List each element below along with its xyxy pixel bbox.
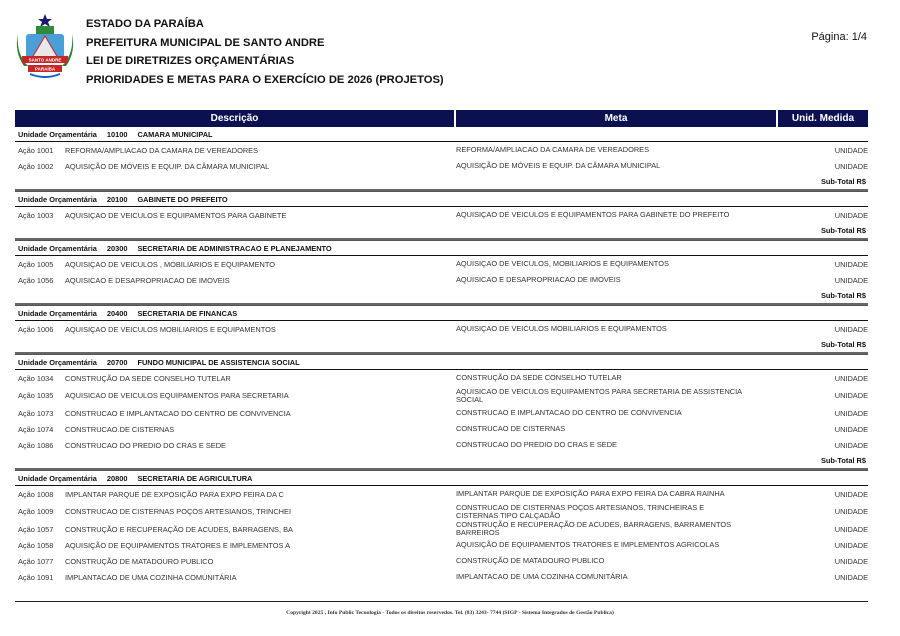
table-row [15,370,868,386]
table-row [15,386,868,405]
action-description: AQUISIÇÃO DE EQUIPAMENTOS TRATORES E IMPLEMENTOS A [65,540,291,550]
unit-name: SECRETARIA DE AGRICULTURA [137,473,253,483]
page-number: Página: 1/4 [811,31,867,43]
action-unit: UNIDADE [834,373,868,383]
action-code: Ação 1073 [18,408,54,418]
unit-name: GABINETE DO PREFEITO [137,194,228,204]
unit-code: 20300 [106,243,128,253]
unit-name: SECRETARIA DE FINANCAS [137,308,238,318]
action-code: Ação 1001 [18,145,54,155]
action-description: CONSTRUCAO E IMPLANTACAO DO CENTRO DE CONVIVENCIA [65,408,291,418]
action-unit: UNIDADE [834,440,868,450]
action-description: CONSTRUCAO DO PREDIO DO CRAS E SEDE [65,440,226,450]
priorities-table [15,110,868,585]
action-unit: UNIDADE [834,507,868,516]
action-unit: UNIDADE [834,391,868,400]
report-header [86,15,444,89]
subtotal-label: Sub-Total R$ [15,337,868,354]
action-meta: CONSTRUÇÃO DE MATADOURO PUBLICO [456,556,605,565]
action-description: IMPLANTACAO DE UMA COZINHA COMUNITÁRIA [65,572,237,582]
unit-header-row [15,470,868,486]
unit-label: Unidade Orçamentária [18,357,97,367]
municipal-coat-of-arms-logo [14,14,76,78]
action-description: AQUISIÇÃO DE MÓVEIS E EQUIP. DA CÂMARA MUNICIPAL [65,161,270,171]
state-name: ESTADO DA PARAÍBA [86,18,204,30]
action-unit: UNIDADE [834,556,868,566]
law-name: LEI DE DIRETRIZES ORÇAMENTÁRIAS [86,55,295,67]
action-description: AQUISIÇAO DE VEICULOS , MOBILIARIOS E EQUIPAMENTO [65,259,275,269]
unit-header-row [15,305,868,321]
table-row [15,537,868,553]
action-description-cell [15,260,456,269]
unit-name: SECRETARIA DE ADMINISTRACAO E PLANEJAMENTO [137,243,332,253]
action-code: Ação 1009 [18,507,54,516]
action-meta: REFORMA/AMPLIACAO DA CAMARA DE VEREADORES [456,145,650,154]
action-meta: CONSTRUCAO DE CISTERNAS POÇOS ARTESIANOS, TRINCHEIRAS E CISTERNAS TIPO CALÇADÃO [456,502,705,520]
action-code: Ação 1035 [18,391,54,400]
action-description-cell [15,146,456,155]
unit-code: 20700 [106,357,128,367]
column-header-meta: Meta [456,110,778,127]
unit-code: 10100 [106,129,128,139]
table-body [15,127,868,585]
footer-divider [15,601,868,602]
action-code: Ação 1086 [18,440,54,450]
action-unit: UNIDADE [834,572,868,582]
table-row [15,158,868,174]
unit-header-row [15,354,868,370]
action-code: Ação 1057 [18,524,54,534]
action-code: Ação 1008 [18,489,54,499]
action-code: Ação 1005 [18,259,54,269]
table-row [15,142,868,158]
action-meta: AQUISIÇÃO DE EQUIPAMENTOS TRATORES E IMPLEMENTOS AGRICOLAS [456,540,720,549]
action-description-cell [15,409,456,418]
subtotal-label: Sub-Total R$ [15,288,868,305]
municipality-name: PREFEITURA MUNICIPAL DE SANTO ANDRE [86,36,325,49]
unit-code: 20800 [106,473,128,483]
action-description-cell [15,425,456,434]
action-unit: UNIDADE [834,210,868,220]
unit-header-row [15,240,868,256]
action-meta: AQUISIÇAO DE VEICULOS, MOBILIARIOS E EQUIPAMENTOS [456,259,669,268]
action-unit: UNIDADE [834,275,868,285]
action-unit: UNIDADE [834,424,868,434]
action-meta: IMPLANTACAO DE UMA COZINHA COMUNITÁRIA [456,572,628,581]
action-code: Ação 1056 [18,275,54,285]
column-header-descricao: Descrição [15,110,456,127]
unit-label: Unidade Orçamentária [18,473,97,483]
action-unit: UNIDADE [834,524,868,534]
action-description: CONSTRUÇÃO DA SEDE CONSELHO TUTELAR [65,373,231,383]
action-unit: UNIDADE [834,161,868,171]
action-meta: CONSTRUCAO DE CISTERNAS [456,424,566,433]
subtotal-label: Sub-Total R$ [15,223,868,240]
action-description-cell [15,441,456,450]
copyright-text: Copyright 2025 , Info Public Tecnologia - Todos os direitos reservedos. Tel. (83) 3243- 7744 (SIGP - Sistema Integrados de Gestão Publica) [286,610,614,616]
action-description: CONSTRUCAO.DE CISTERNAS [65,424,175,434]
action-description-cell [15,391,456,400]
unit-header-row [15,127,868,142]
table-row [15,486,868,502]
action-meta: AQUISICAO E DESAPROPRIACAO DE IMOVEIS [456,275,621,284]
table-row [15,272,868,288]
unit-label: Unidade Orçamentária [18,194,97,204]
table-row [15,502,868,521]
action-code: Ação 1002 [18,161,54,171]
table-row [15,521,868,537]
action-description-cell [15,507,456,516]
unit-code: 20100 [106,194,128,204]
action-description: REFORMA/AMPLIACAO DA CAMARA DE VEREADORES [65,145,259,155]
action-code: Ação 1091 [18,572,54,582]
action-description-cell [15,525,456,534]
action-description: AQUISIÇAO DE VEICULOS E EQUIPAMENTOS PARA GABINETE [65,210,287,220]
action-description: IMPLANTAR PARQUE DE EXPOSIÇÃO PARA EXPO FEIRA DA C [65,489,284,499]
action-unit: UNIDADE [834,489,868,499]
action-description-cell [15,374,456,383]
action-code: Ação 1074 [18,424,54,434]
action-meta: CONSTRUÇÃO DA SEDE CONSELHO TUTELAR [456,373,622,382]
unit-name: FUNDO MUNICIPAL DE ASSISTENCIA SOCIAL [137,357,300,367]
table-row [15,207,868,223]
table-row [15,256,868,272]
unit-label: Unidade Orçamentária [18,243,97,253]
action-code: Ação 1034 [18,373,54,383]
action-meta: AQUISIÇAO DE VEICULOS MOBILIARIOS E EQUIPAMENTOS [456,324,667,333]
action-description-cell [15,162,456,171]
action-unit: UNIDADE [834,540,868,550]
unit-name: CAMARA MUNICIPAL [137,129,213,139]
action-description: CONSTRUÇÃO DE MATADOURO PUBLICO [65,556,214,566]
column-header-unid: Unid. Medida [791,113,855,124]
table-row [15,321,868,337]
action-description-cell [15,325,456,334]
action-unit: UNIDADE [834,259,868,269]
unit-label: Unidade Orçamentária [18,129,97,139]
unit-label: Unidade Orçamentária [18,308,97,318]
table-row [15,405,868,421]
action-meta: AQUISIÇÃO DE MÓVEIS E EQUIP. DA CÂMARA MUNICIPAL [456,161,661,170]
action-meta: AQUISICAO DE VEICULOS EQUIPAMENTOS PARA SECRETARIA DE ASSISTENCIA SOCIAL [456,386,742,404]
action-unit: UNIDADE [834,408,868,418]
action-code: Ação 1058 [18,540,54,550]
action-description-cell [15,276,456,285]
subtotal-label: Sub-Total R$ [15,174,868,191]
action-description-cell [15,211,456,220]
action-description: AQUISICAO DE VEICULOS EQUIPAMENTOS PARA SECRETARIA [65,391,289,400]
action-description-cell [15,541,456,550]
action-description: CONSTRUÇÃO E RECUPERAÇÃO DE ACUDES, BARRAGENS, BA [65,524,293,534]
svg-text:PARAÍBA: PARAÍBA [34,66,56,72]
svg-text:SANTO ANDRE: SANTO ANDRE [28,57,62,63]
unit-code: 20400 [106,308,128,318]
table-row [15,569,868,585]
unit-header-row [15,191,868,207]
action-description: CONSTRUCAO DE CISTERNAS POÇOS ARTESIANOS, TRINCHEI [65,507,291,516]
action-meta: IMPLANTAR PARQUE DE EXPOSIÇÃO PARA EXPO FEIRA DA CABRA RAINHA [456,489,725,498]
action-description-cell [15,557,456,566]
table-row [15,553,868,569]
report-title: PRIORIDADES E METAS PARA O EXERCÍCIO DE 2026 (PROJETOS) [86,73,444,86]
action-unit: UNIDADE [834,324,868,334]
subtotal-label: Sub-Total R$ [15,453,868,470]
action-unit: UNIDADE [834,145,868,155]
table-header [15,110,868,127]
table-row [15,437,868,453]
action-meta: AQUISIÇAO DE VEICULOS E EQUIPAMENTOS PARA GABINETE DO PREFEITO [456,210,730,219]
action-code: Ação 1077 [18,556,54,566]
action-meta: CONSTRUCAO DO PREDIO DO CRAS E SEDE [456,440,617,449]
action-code: Ação 1003 [18,210,54,220]
table-row [15,421,868,437]
action-description: AQUISIÇAO DE VEICULOS MOBILIARIOS E EQUIPAMENTOS [65,324,276,334]
action-description-cell [15,490,456,499]
action-description: AQUISICAO E DESAPROPRIACAO DE IMOVEIS [65,275,230,285]
action-meta: CONSTRUCAO E IMPLANTACAO DO CENTRO DE CONVIVENCIA [456,408,682,417]
action-code: Ação 1006 [18,324,54,334]
action-description-cell [15,573,456,582]
action-meta: CONSTRUÇÃO E RECUPERAÇÃO DE ACUDES, BARRAGENS, BARRAMENTOS BARREIROS [456,520,732,537]
